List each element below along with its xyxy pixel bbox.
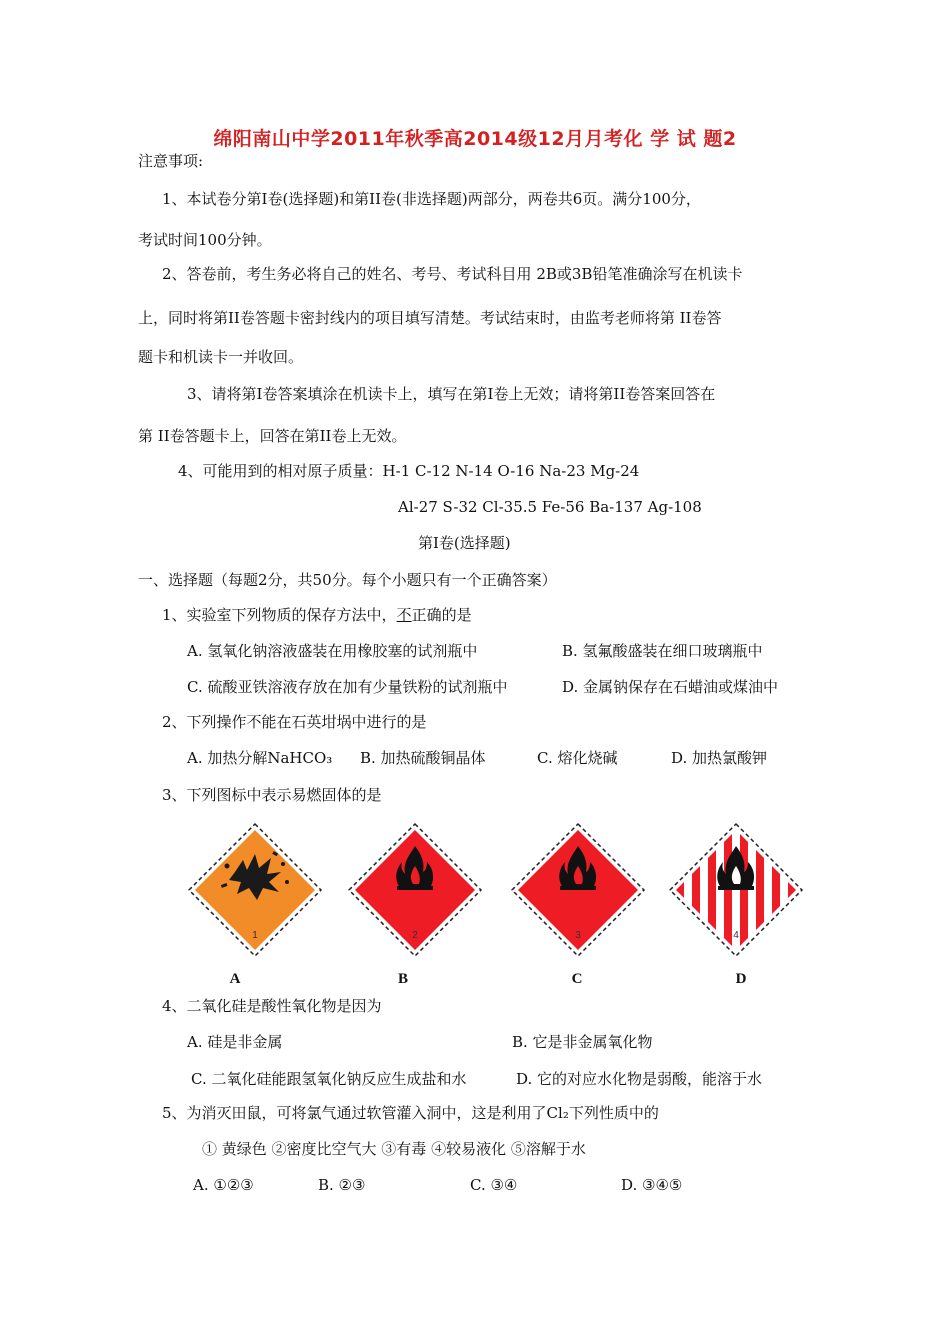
q4-option-c: C. 二氧化硅能跟氢氧化钠反应生成盐和水 — [191, 1070, 467, 1088]
notice-heading: 注意事项: — [138, 152, 204, 170]
q2-option-a: A. 加热分解NaHCO₃ — [187, 749, 333, 767]
q5-option-b: B. ②③ — [318, 1176, 366, 1194]
flammable-solid-sign — [668, 822, 804, 958]
q2-option-b: B. 加热硫酸铜晶体 — [360, 749, 486, 767]
question-3-stem: 3、下列图标中表示易燃固体的是 — [162, 786, 382, 804]
q2-option-c: C. 熔化烧碱 — [537, 749, 618, 767]
sign-d-number: 4 — [733, 930, 739, 941]
q1-option-a: A. 氢氧化钠溶液盛装在用橡胶塞的试剂瓶中 — [187, 642, 478, 660]
question-2-stem: 2、下列操作不能在石英坩埚中进行的是 — [162, 713, 427, 731]
q1-option-d: D. 金属钠保存在石蜡油或煤油中 — [562, 678, 779, 696]
q5-option-d: D. ③④⑤ — [621, 1176, 683, 1194]
notice-item-4: 4、可能用到的相对原子质量：H-1 C-12 N-14 O-16 Na-23 Mg-24 — [178, 462, 640, 480]
question-5-stem: 5、为消灭田鼠，可将氯气通过软管灌入洞中，这是利用了Cl₂下列性质中的 — [162, 1104, 659, 1122]
q4-option-d: D. 它的对应水化物是弱酸，能溶于水 — [516, 1070, 763, 1088]
q1-stem-emphasis: 不 — [396, 606, 412, 624]
sign-a-number: 1 — [252, 930, 258, 941]
q1-option-c: C. 硫酸亚铁溶液存放在加有少量铁粉的试剂瓶中 — [187, 678, 508, 696]
notice-item-2-cont2: 题卡和机读卡一并收回。 — [138, 348, 304, 366]
q5-option-c: C. ③④ — [470, 1176, 518, 1194]
exam-title: 绵阳南山中学2011年秋季高2014级12月月考化 学 试 题2 — [213, 128, 737, 150]
part-heading: 一、选择题（每题2分，共50分。每个小题只有一个正确答案） — [138, 571, 557, 589]
notice-item-1: 1、本试卷分第I卷(选择题)和第II卷(非选择题)两部分，两卷共6页。满分100分， — [162, 190, 701, 208]
q5-properties: ① 黄绿色 ②密度比空气大 ③有毒 ④较易液化 ⑤溶解于水 — [202, 1140, 586, 1158]
q1-stem-after: 正确的是 — [411, 606, 472, 624]
explosive-hazard-sign — [187, 822, 323, 958]
notice-item-2: 2、答卷前，考生务必将自己的姓名、考号、考试科目用 2B或3B铅笔准确涂写在机读卡 — [162, 265, 743, 283]
notice-item-3: 3、请将第I卷答案填涂在机读卡上，填写在第I卷上无效；请将第II卷答案回答在 — [187, 385, 716, 403]
sign-label-c: C — [571, 971, 583, 987]
sign-label-b: B — [397, 971, 408, 987]
flammable-gas-sign — [510, 822, 646, 958]
q4-option-b: B. 它是非金属氧化物 — [512, 1033, 653, 1051]
q1-option-b: B. 氢氟酸盛装在细口玻璃瓶中 — [562, 642, 763, 660]
q4-option-a: A. 硅是非金属 — [187, 1033, 283, 1051]
sign-b-number: 2 — [412, 930, 418, 941]
q2-option-d: D. 加热氯酸钾 — [671, 749, 768, 767]
notice-item-4-cont: Al-27 S-32 Cl-35.5 Fe-56 Ba-137 Ag-108 — [398, 498, 702, 516]
question-4-stem: 4、二氧化硅是酸性氧化物是因为 — [162, 997, 382, 1015]
q1-stem-before: 1、实验室下列物质的保存方法中， — [162, 606, 397, 624]
sign-label-d: D — [735, 971, 747, 987]
sign-c-number: 3 — [575, 930, 581, 941]
section-title: 第I卷(选择题) — [418, 534, 511, 552]
notice-item-3-cont: 第 II卷答题卡上，回答在第II卷上无效。 — [138, 427, 407, 445]
q5-option-a: A. ①②③ — [193, 1176, 254, 1194]
question-1-stem — [162, 605, 472, 625]
notice-item-1-cont: 考试时间100分钟。 — [138, 231, 272, 249]
sign-label-a: A — [229, 971, 241, 987]
notice-item-2-cont: 上，同时将第II卷答题卡密封线内的项目填写清楚。考试结束时，由监考老师将第 II卷答 — [138, 309, 722, 327]
flammable-liquid-sign — [347, 822, 483, 958]
